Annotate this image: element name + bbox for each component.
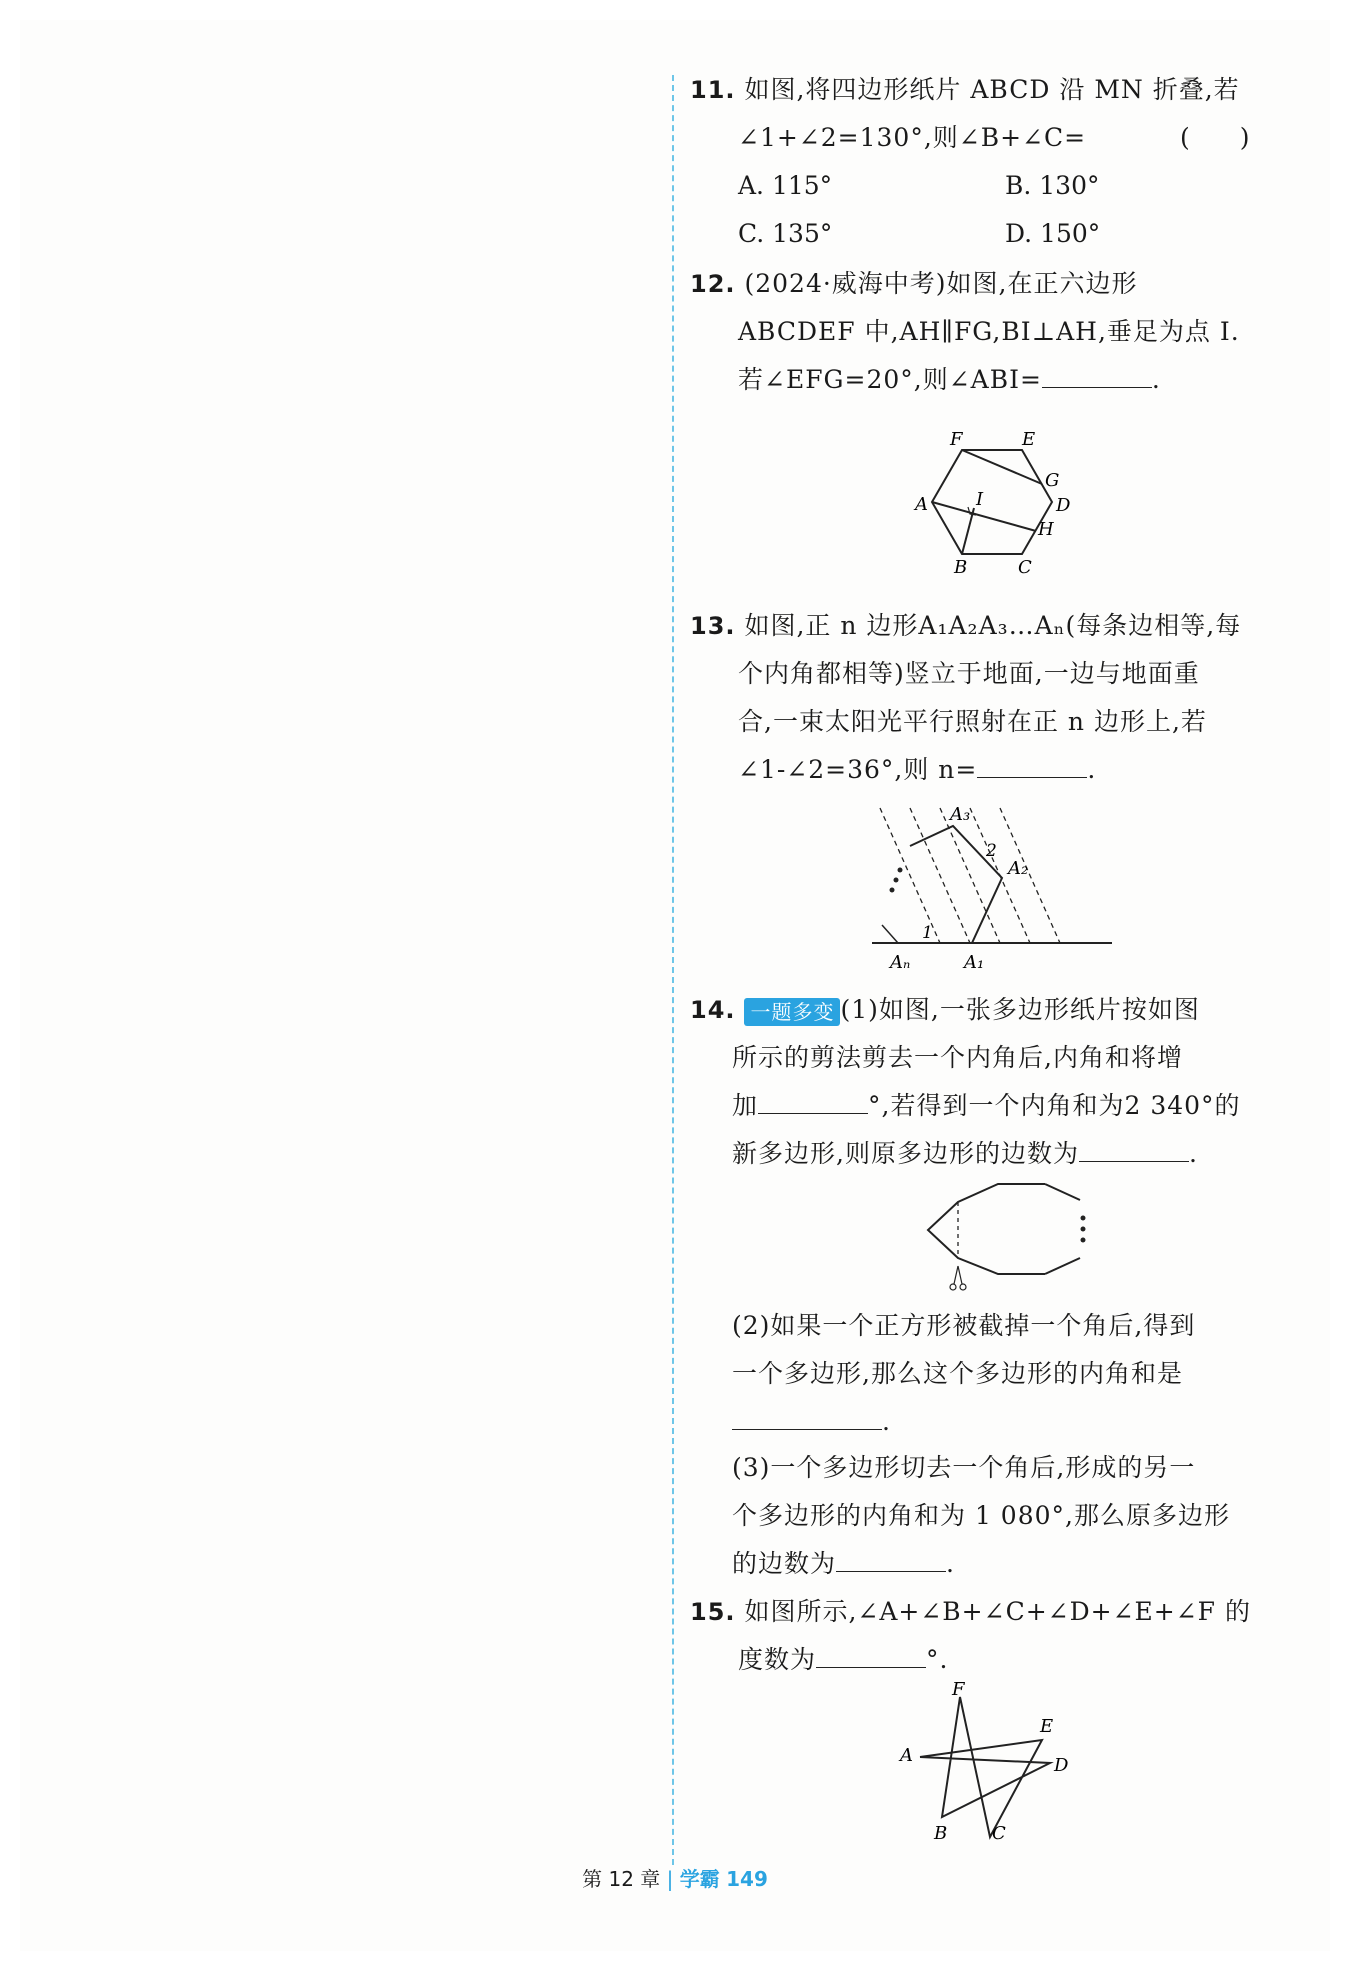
svg-text:C: C: [1018, 557, 1032, 578]
q13-line-2: 个内角都相等)竖立于地面,一边与地面重: [738, 659, 1200, 688]
svg-text:B: B: [934, 1823, 948, 1844]
q12-line-2: ABCDEF 中,AH∥FG,BI⊥AH,垂足为点 I.: [738, 317, 1240, 346]
q15-figure: [890, 1679, 1090, 1865]
q11-number: 11.: [690, 76, 736, 104]
svg-text:E: E: [1022, 429, 1036, 450]
q15-line-1: 15. 如图所示,∠A+∠B+∠C+∠D+∠E+∠F 的: [690, 1597, 1251, 1626]
svg-text:I: I: [976, 489, 984, 510]
page-footer: [20, 1863, 1330, 1892]
q12-line-1: 12. (2024·威海中考)如图,在正六边形: [690, 269, 1138, 298]
q11-line-1: 11. 如图,将四边形纸片 ABCD 沿 MN 折叠,若: [690, 75, 1240, 104]
q11-answer-paren: ( ): [1180, 123, 1250, 152]
svg-text:2: 2: [986, 841, 997, 861]
svg-text:H: H: [1038, 519, 1054, 540]
q13-number: 13.: [690, 612, 736, 640]
q14-part2-line-2: 一个多边形,那么这个多边形的内角和是: [732, 1359, 1183, 1388]
svg-text:C: C: [992, 1823, 1006, 1844]
q15-number: 15.: [690, 1598, 736, 1626]
q15-line-2: 度数为 °.: [738, 1645, 949, 1674]
q14-part3-line-3: 的边数为 .: [732, 1549, 955, 1578]
svg-text:D: D: [1054, 1755, 1069, 1776]
svg-text:F: F: [950, 429, 963, 450]
page-number: 149: [726, 1867, 768, 1891]
svg-text:A: A: [900, 1745, 913, 1766]
q14-blank-2[interactable]: [1079, 1139, 1189, 1162]
q14-blank-1[interactable]: [758, 1091, 868, 1114]
q14-line-4: 新多边形,则原多边形的边数为 .: [732, 1139, 1198, 1168]
q13-answer-blank[interactable]: [977, 755, 1087, 778]
column-divider: [672, 75, 674, 1865]
q12-answer-blank[interactable]: [1042, 365, 1152, 388]
q11-option-b: B. 130°: [1005, 171, 1100, 200]
q14-number: 14.: [690, 996, 736, 1024]
worksheet-page: [20, 20, 1330, 1951]
scissors-icon: [950, 1266, 966, 1290]
svg-text:A₂: A₂: [1008, 858, 1029, 879]
svg-text:A₁: A₁: [964, 952, 985, 973]
q14-blank-3[interactable]: [732, 1407, 882, 1430]
q14-blank-4[interactable]: [836, 1549, 946, 1572]
footer-brand: 学霸: [679, 1867, 720, 1891]
q13-figure: [860, 800, 1120, 980]
q14-figure: [920, 1180, 1120, 1300]
q13-line-3: 合,一束太阳光平行照射在正 n 边形上,若: [738, 707, 1207, 736]
svg-text:A: A: [915, 494, 928, 515]
q15-answer-blank[interactable]: [816, 1645, 926, 1668]
q11-option-c: C. 135°: [738, 219, 833, 248]
svg-text:Aₙ: Aₙ: [890, 952, 911, 973]
svg-text:B: B: [954, 557, 968, 578]
q14-part3-line-1: (3)一个多边形切去一个角后,形成的另一: [732, 1453, 1196, 1482]
variant-tag: 一题多变: [744, 998, 840, 1026]
svg-text:A₃: A₃: [950, 804, 971, 825]
q13-line-1: 13. 如图,正 n 边形A₁A₂A₃…Aₙ(每条边相等,每: [690, 611, 1242, 640]
q14-line-1: 14. 一题多变 (1)如图,一张多边形纸片按如图: [690, 995, 1200, 1024]
q14-line-2: 所示的剪法剪去一个内角后,内角和将增: [732, 1043, 1183, 1072]
q12-line-3: 若∠EFG=20°,则∠ABI= .: [738, 365, 1161, 394]
q13-line-4: ∠1-∠2=36°,则 n= .: [738, 755, 1097, 784]
q12-figure: [910, 415, 1100, 578]
footer-separator: |: [666, 1867, 674, 1891]
svg-text:F: F: [952, 1679, 965, 1700]
q14-part3-line-2: 个多边形的内角和为 1 080°,那么原多边形: [732, 1501, 1230, 1530]
svg-text:1: 1: [922, 923, 933, 943]
q11-line-2: ∠1+∠2=130°,则∠B+∠C=: [738, 123, 1087, 152]
q11-option-d: D. 150°: [1005, 219, 1101, 248]
footer-chapter: 第 12 章: [582, 1867, 661, 1891]
q11-option-a: A. 115°: [738, 171, 833, 200]
q14-line-3: 加 °,若得到一个内角和为2 340°的: [732, 1091, 1241, 1120]
q14-part2-line-1: (2)如果一个正方形被截掉一个角后,得到: [732, 1311, 1196, 1340]
q12-number: 12.: [690, 270, 736, 298]
svg-text:E: E: [1040, 1716, 1054, 1737]
svg-text:G: G: [1045, 470, 1060, 491]
svg-text:D: D: [1056, 495, 1071, 516]
q14-part2-line-3: .: [732, 1398, 891, 1446]
